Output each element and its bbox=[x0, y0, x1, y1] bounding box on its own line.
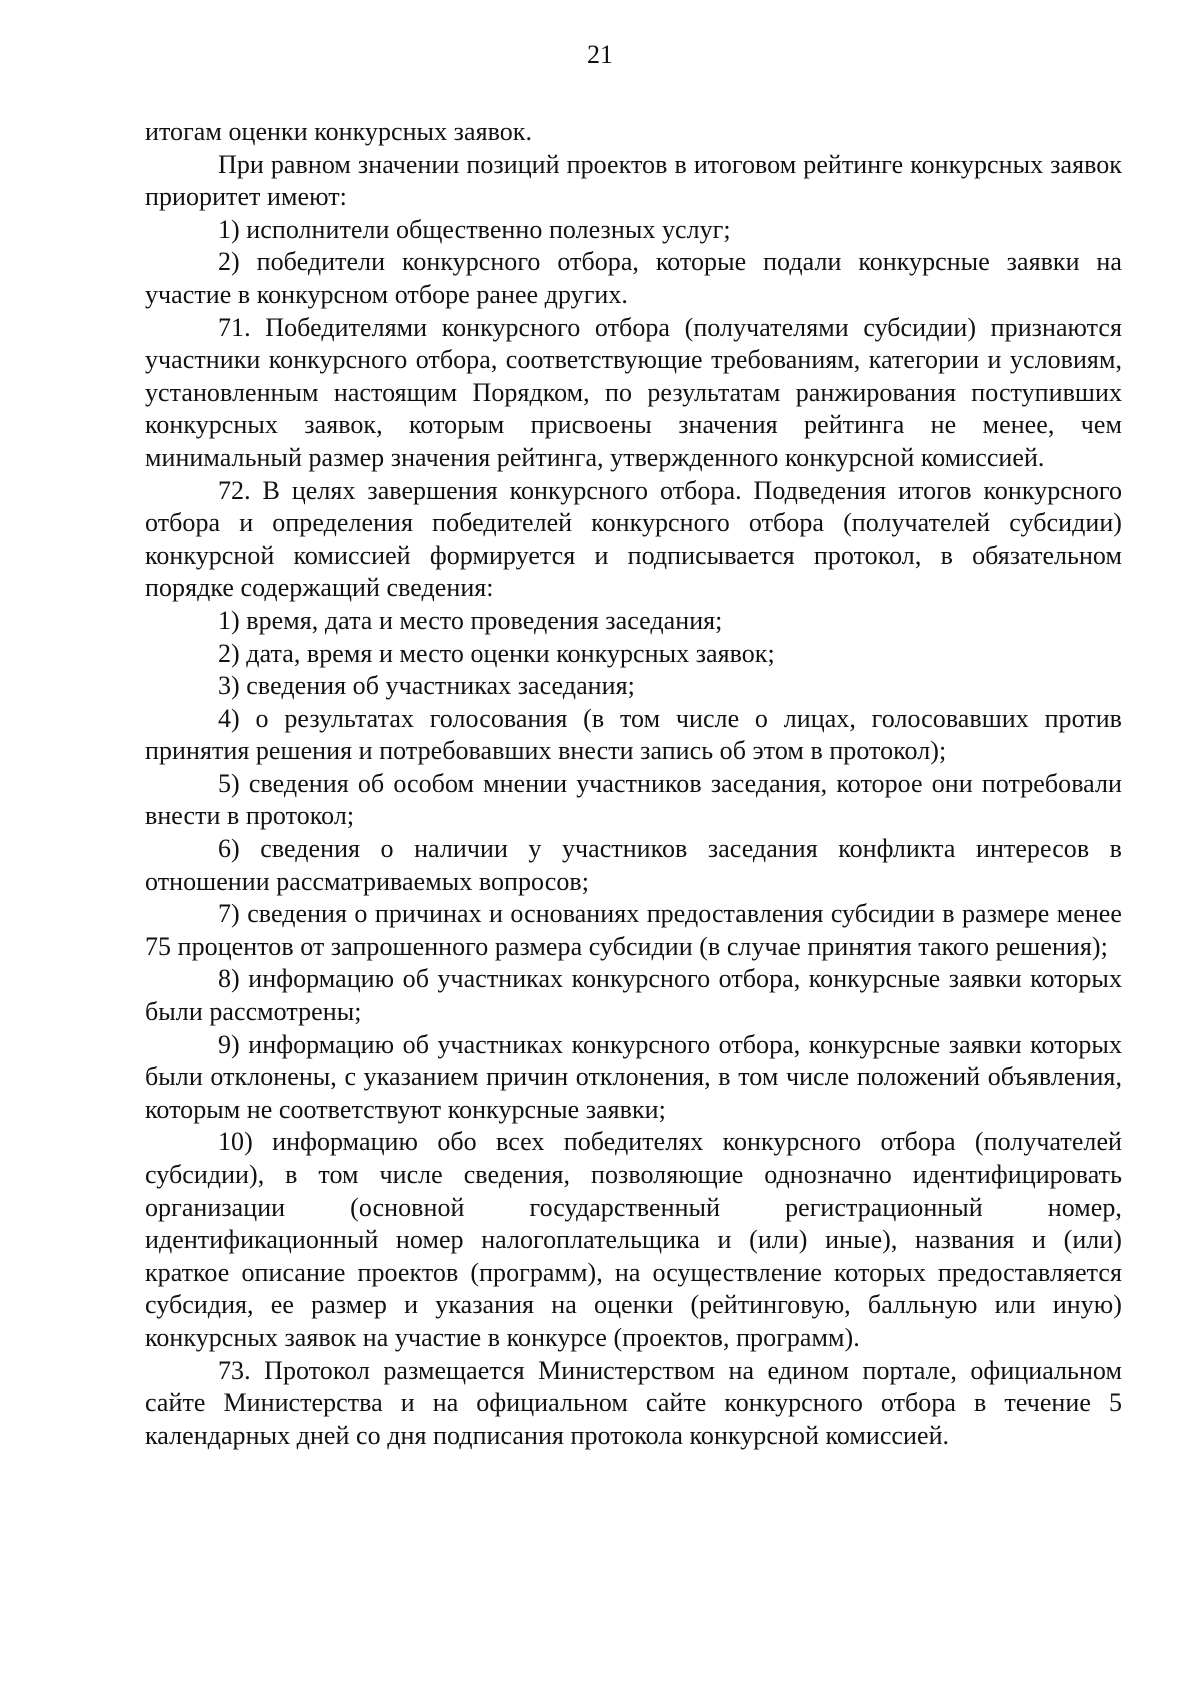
paragraph-priority-item-2: 2) победители конкурсного отбора, которые подали конкурсные заявки на участие в конкурсном отборе ранее других. bbox=[145, 247, 1122, 309]
paragraph-clause-71: 71. Победителями конкурсного отбора (получателями субсидии) признаются участники конкурсного отбора, соответствующие требованиям, категории и условиям, установленным настоящим Порядком, по результатам ранжирования поступивших конкурсных заявок, которым присвоены значения рейтинга не менее, чем минимальный размер значения рейтинга, утвержденного конкурсной комиссией. bbox=[145, 312, 1122, 472]
document-body bbox=[145, 116, 1122, 1452]
paragraph-protocol-item-8: 8) информацию об участниках конкурсного отбора, конкурсные заявки которых были рассмотрены; bbox=[145, 964, 1122, 1027]
paragraph-protocol-item-7: 7) сведения о причинах и основаниях предоставления субсидии в размере менее 75 процентов от запрошенного размера субсидии (в случае принятия такого решения); bbox=[145, 899, 1122, 961]
page-number: 21 bbox=[587, 40, 613, 69]
paragraph-priority-intro: При равном значении позиций проектов в итоговом рейтинге конкурсных заявок приоритет имеют: bbox=[145, 149, 1122, 212]
paragraph-protocol-item-5: 5) сведения об особом мнении участников заседания, которое они потребовали внести в протокол; bbox=[145, 768, 1122, 831]
paragraph-protocol-item-3: 3) сведения об участниках заседания; bbox=[218, 671, 635, 701]
paragraph-clause-73: 73. Протокол размещается Министерством на едином портале, официальном сайте Министерства и на официальном сайте конкурсного отбора в течение 5 календарных дней со дня подписания протокола конкурсной комиссией. bbox=[145, 1355, 1122, 1450]
paragraph-protocol-item-2: 2) дата, время и место оценки конкурсных заявок; bbox=[218, 638, 775, 668]
paragraph-protocol-item-4: 4) о результатах голосования (в том числе о лицах, голосовавших против принятия решения и потребовавших внести запись об этом в протокол); bbox=[145, 703, 1122, 766]
paragraph-protocol-item-1: 1) время, дата и место проведения заседания; bbox=[218, 605, 723, 635]
paragraph-protocol-item-9: 9) информацию об участниках конкурсного отбора, конкурсные заявки которых были отклонены, с указанием причин отклонения, в том числе положений объявления, которым не соответствуют конкурсные заявки; bbox=[145, 1029, 1122, 1124]
paragraph-protocol-item-6: 6) сведения о наличии у участников заседания конфликта интересов в отношении рассматриваемых вопросов; bbox=[145, 834, 1122, 896]
paragraph-clause-72: 72. В целях завершения конкурсного отбора. Подведения итогов конкурсного отбора и определения победителей конкурсного отбора (получателей субсидии) конкурсной комиссией формируется и подписывается протокол, в обязательном порядке содержащий сведения: bbox=[145, 475, 1122, 603]
paragraph-protocol-item-10: 10) информацию обо всех победителях конкурсного отбора (получателей субсидии), в том числе сведения, позволяющие однозначно идентифицировать организации (основной государственный регистрационный номер, идентификационный номер налогоплательщика и (или) иные), названия и (или) краткое описание проектов (программ), на осуществление которых предоставляется субсидия, ее размер и указания на оценки (рейтинговую, балльную или иную) конкурсных заявок на участие в конкурсе (проектов, программ). bbox=[145, 1127, 1122, 1352]
paragraph-continuation: итогам оценки конкурсных заявок. bbox=[145, 117, 533, 146]
paragraph-priority-item-1: 1) исполнители общественно полезных услуг; bbox=[218, 214, 731, 244]
